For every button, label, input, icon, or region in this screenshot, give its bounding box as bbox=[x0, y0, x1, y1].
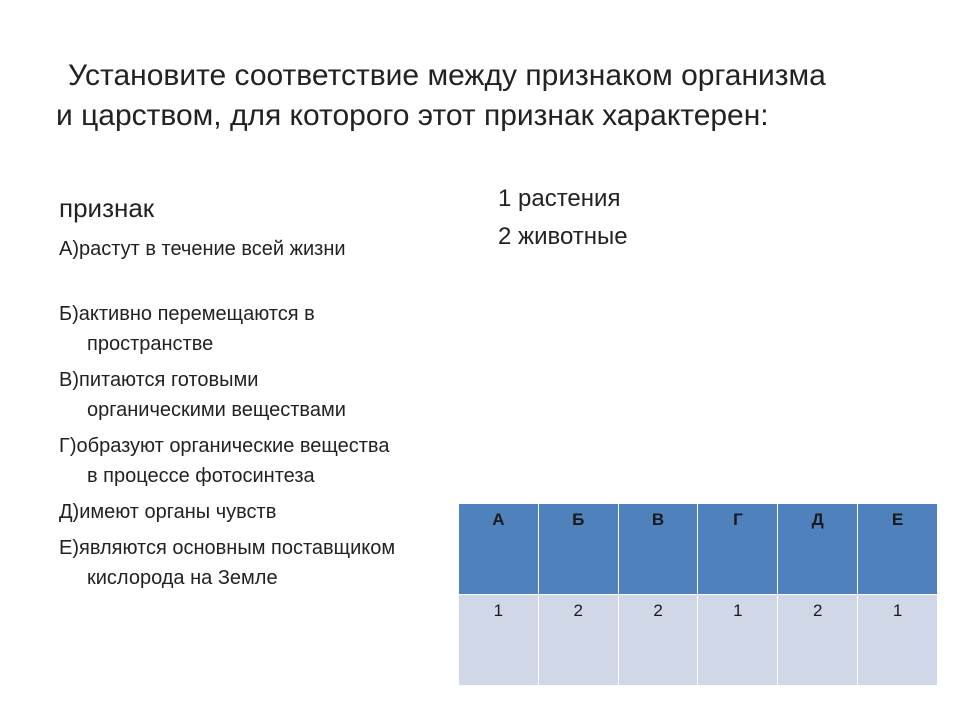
feature-item-b bbox=[59, 299, 459, 359]
answer-table-header-row bbox=[459, 504, 938, 595]
feature-item-a-text: А)растут в течение всей жизни bbox=[59, 238, 346, 260]
answer-cell-e: 1 bbox=[858, 595, 938, 686]
feature-item-d bbox=[59, 497, 459, 527]
kingdom-option-plants: 1 растения bbox=[498, 185, 621, 212]
feature-item-b-text: Б)активно перемещаются в bbox=[59, 303, 315, 325]
answer-header-a: А bbox=[459, 504, 539, 595]
feature-item-e bbox=[59, 533, 459, 593]
question-title-line-1: Установите соответствие между признаком организма bbox=[68, 59, 826, 92]
feature-item-e-text-continued: кислорода на Земле bbox=[87, 567, 278, 589]
features-column bbox=[59, 190, 459, 593]
answer-header-v: В bbox=[618, 504, 698, 595]
feature-item-g bbox=[59, 431, 459, 491]
answer-header-g: Г bbox=[698, 504, 778, 595]
feature-item-g-text: Г)образуют органические вещества bbox=[59, 435, 390, 457]
feature-item-a bbox=[59, 234, 459, 264]
answer-cell-b: 2 bbox=[538, 595, 618, 686]
answer-cell-d: 2 bbox=[778, 595, 858, 686]
answer-cell-v: 2 bbox=[618, 595, 698, 686]
question-title-line-2: и царством, для которого этот признак характерен: bbox=[56, 99, 769, 132]
kingdom-option-animals: 2 животные bbox=[498, 223, 628, 250]
feature-item-d-text: Д)имеют органы чувств bbox=[59, 501, 277, 523]
answer-table bbox=[458, 503, 938, 686]
answer-cell-g: 1 bbox=[698, 595, 778, 686]
question-title bbox=[56, 56, 916, 136]
answer-header-b: Б bbox=[538, 504, 618, 595]
answer-header-e: Е bbox=[858, 504, 938, 595]
answer-header-d: Д bbox=[778, 504, 858, 595]
feature-item-e-text: Е)являются основным поставщиком bbox=[59, 537, 396, 559]
feature-item-g-text-continued: в процессе фотосинтеза bbox=[87, 465, 315, 487]
features-heading: признак bbox=[59, 193, 155, 223]
answer-cell-a: 1 bbox=[459, 595, 539, 686]
feature-item-v-text: В)питаются готовыми bbox=[59, 369, 259, 391]
kingdoms-column bbox=[498, 180, 628, 256]
feature-item-v bbox=[59, 365, 459, 425]
feature-item-v-text-continued: органическими веществами bbox=[87, 399, 346, 421]
feature-item-b-text-continued: пространстве bbox=[87, 333, 214, 355]
answer-table-value-row bbox=[459, 595, 938, 686]
